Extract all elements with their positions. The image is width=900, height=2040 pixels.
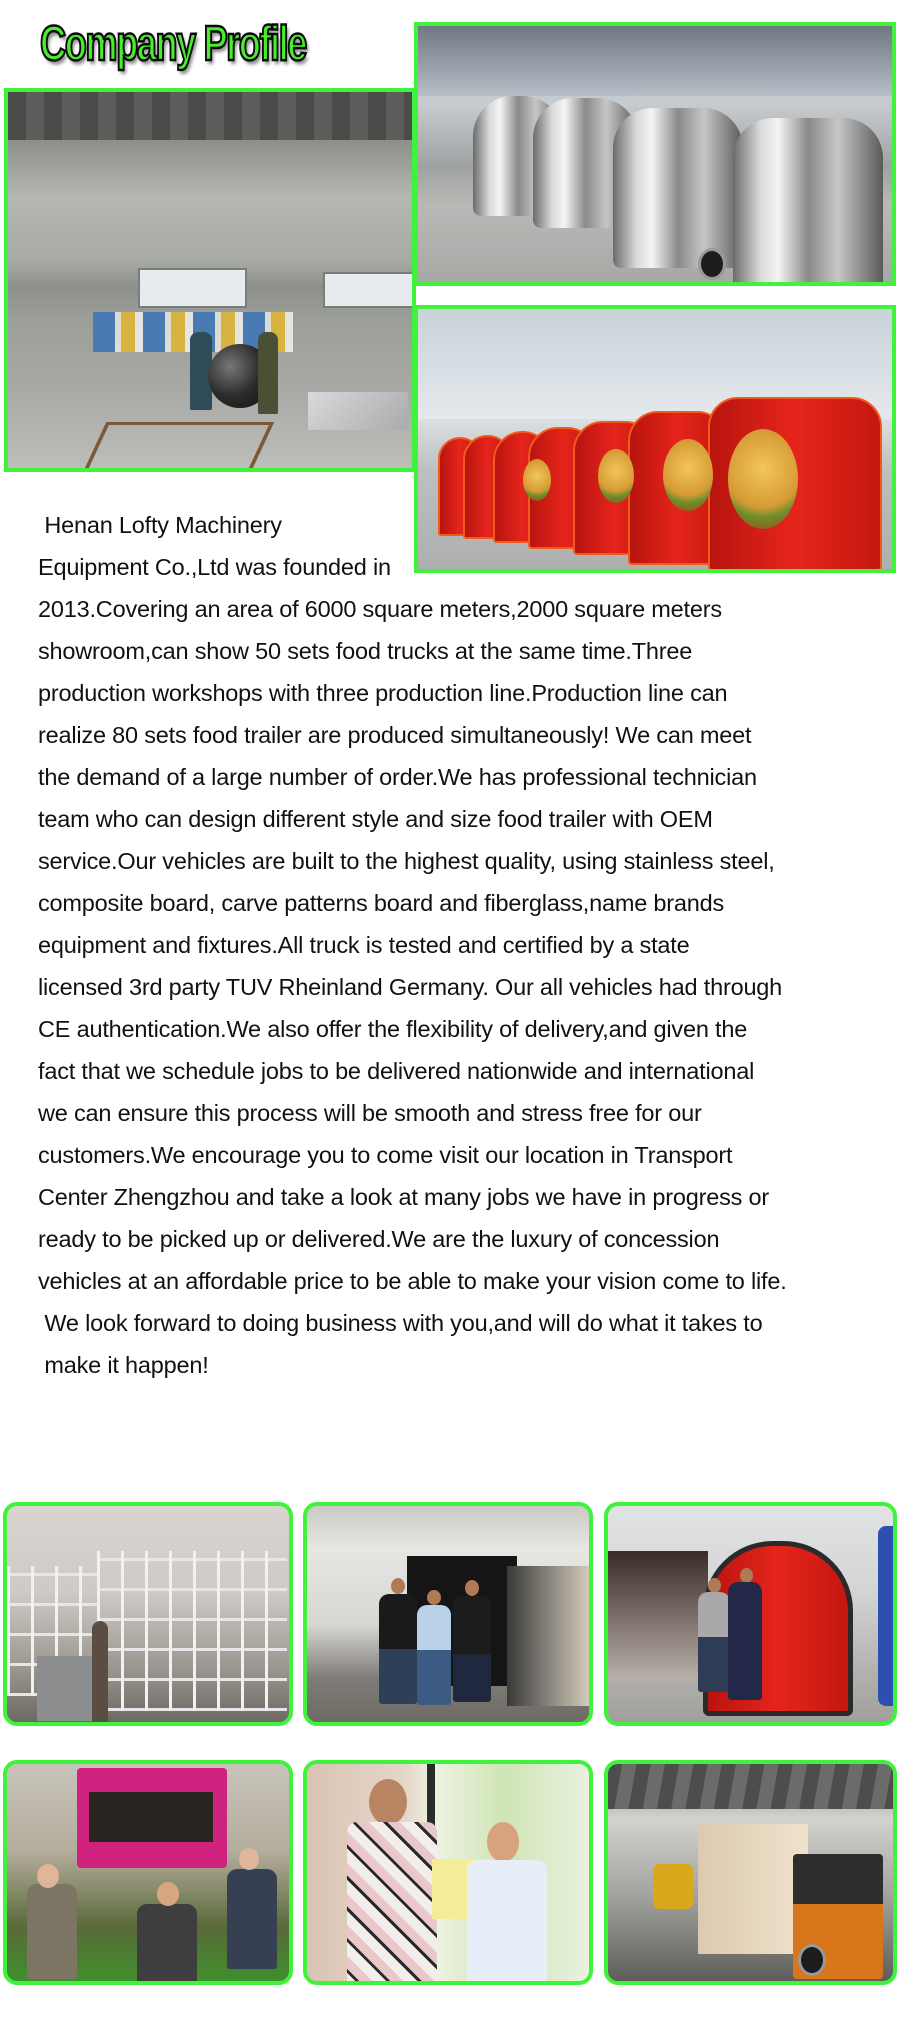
person-head [427,1590,441,1605]
frame-decor [97,1551,287,1711]
window-decor [138,268,247,308]
text-line: realize 80 sets food trailer are produced simultaneously! We can meet [38,722,752,748]
trailer-figure [613,108,743,268]
text-line: fact that we schedule jobs to be delivered nationwide and international [38,1058,755,1084]
customers-in-workshop-photo [303,1502,593,1726]
person-head [487,1822,519,1862]
text-line: vehicles at an affordable price to be able to make your vision come to life. [38,1268,787,1294]
roof-decor [608,1764,893,1809]
burger-graphic [523,459,551,501]
person-head [239,1848,259,1870]
text-line: production workshops with three production line.Production line can [38,680,728,706]
person-figure [347,1822,437,1985]
text-line: equipment and fixtures.All truck is tested and certified by a state [38,932,690,958]
welder-machine [37,1656,92,1721]
text-line: composite board, carve patterns board and fiberglass,name brands [38,890,725,916]
window-decor [323,272,416,308]
wheel-decor [698,248,726,280]
text-line: licensed 3rd party TUV Rheinland Germany. Our all vehicles had through [38,974,783,1000]
person-figure [227,1869,277,1969]
roof-decor [8,92,412,140]
text-line: team who can design different style and size food trailer with OEM [38,806,713,832]
person-figure [27,1884,77,1979]
text-line: customers.We encourage you to come visit our location in Transport [38,1142,733,1168]
text-line: 2013.Covering an area of 6000 square meters,2000 square meters [38,596,722,622]
person-figure [728,1582,762,1700]
person-figure [137,1904,197,1984]
text-line: Equipment Co.,Ltd was founded in [38,554,391,580]
trailer-side [507,1566,592,1706]
person-figure [453,1596,491,1702]
text-line: service.Our vehicles are built to the highest quality, using stainless steel, [38,848,775,874]
text-line: We look forward to doing business with you,and will do what it takes to [38,1310,763,1336]
text-line: Henan Lofty Machinery [38,512,282,538]
yellow-drum [653,1864,693,1909]
text-line: the demand of a large number of order.We has professional technician [38,764,757,790]
page-title: Company Profile [40,17,306,71]
handshake-photo [303,1760,593,1985]
happy-customers-photo [3,1760,293,1985]
person-head [465,1580,479,1596]
wooden-crate [698,1824,808,1954]
trailer-open [608,1551,708,1681]
person-head [157,1882,179,1906]
text-line: showroom,can show 50 sets food trucks at the same time.Three [38,638,693,664]
text-line: we can ensure this process will be smooth and stress free for our [38,1100,702,1126]
building-decor [418,26,892,96]
person-head [740,1568,753,1583]
person-figure [467,1860,547,1985]
text-line: ready to be picked up or delivered.We are the luxury of concession [38,1226,720,1252]
gas-cylinder [92,1621,108,1726]
person-head [369,1779,407,1825]
worker-figure [258,332,278,414]
blue-cart-edge [878,1526,897,1706]
person-head [37,1864,59,1888]
person-figure [698,1592,730,1692]
person-figure [417,1605,451,1705]
truck-window [89,1792,213,1842]
person-head [391,1578,405,1594]
text-line: Center Zhengzhou and take a look at many jobs we have in progress or [38,1184,769,1210]
customers-with-red-cart-photo [604,1502,897,1726]
forklift-loading-photo [604,1760,897,1985]
trailer-figure [733,118,883,286]
frame-construction-photo [3,1502,293,1726]
burger-graphic [598,449,634,503]
metal-sheet [308,392,408,430]
company-profile-text [38,504,893,1386]
stainless-trailers-photo [414,22,896,286]
text-line: CE authentication.We also offer the flexibility of delivery,and given the [38,1016,748,1042]
workshop-photo [4,88,416,472]
burger-graphic [663,439,713,511]
text-line: make it happen! [38,1352,209,1378]
cart-frame [80,422,275,472]
person-figure [379,1594,417,1704]
wheel-decor [798,1944,826,1976]
person-head [708,1578,721,1593]
